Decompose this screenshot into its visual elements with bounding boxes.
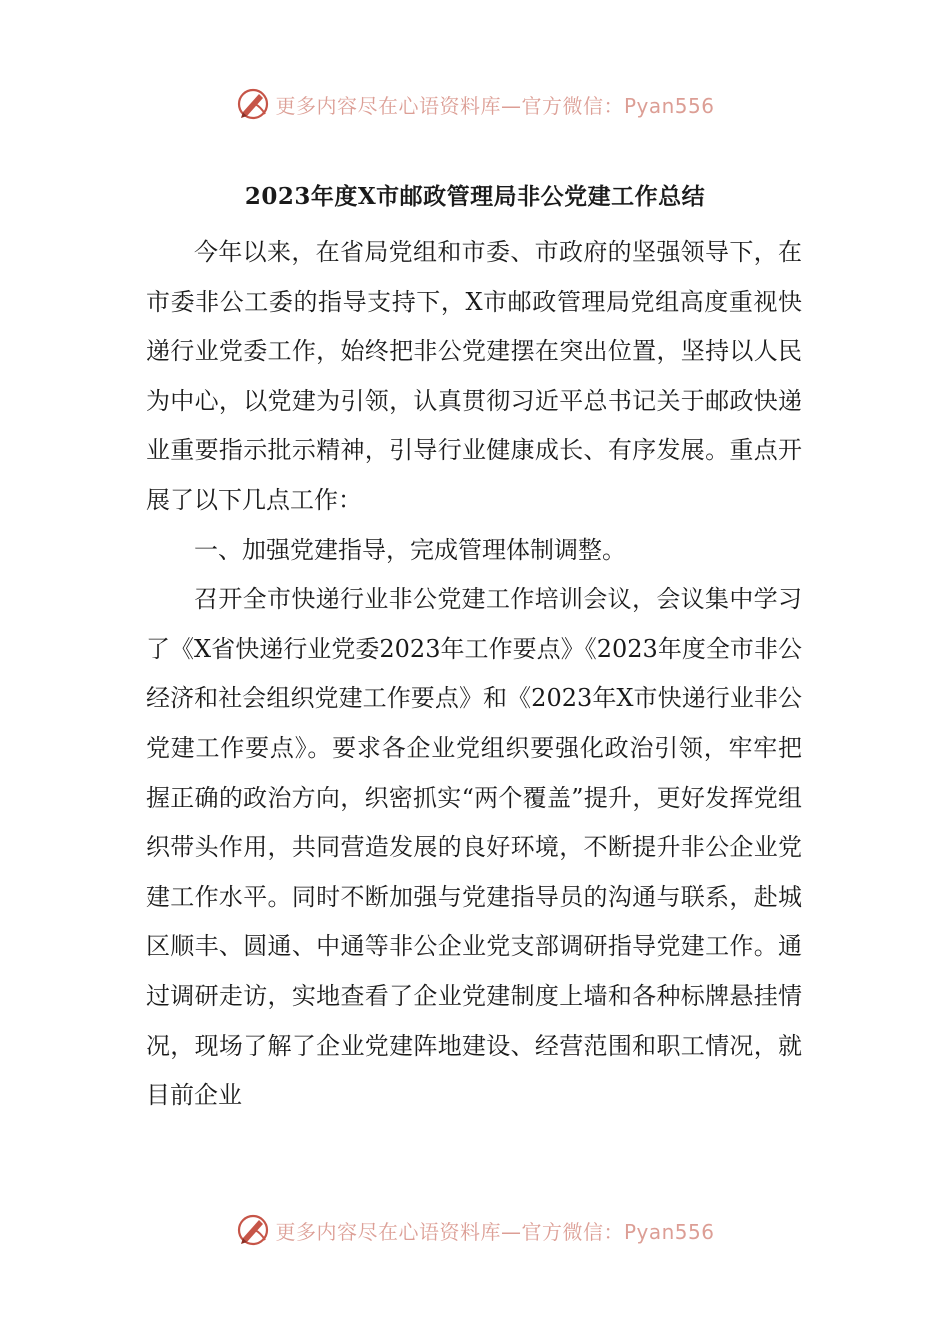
- document-title: 2023年度X市邮政管理局非公党建工作总结: [244, 183, 706, 210]
- pen-logo-icon: [235, 86, 271, 122]
- header-watermark-banner: [0, 82, 950, 126]
- pen-logo-icon: [235, 1212, 271, 1248]
- paragraph: 召开全市快递行业非公党建工作培训会议，会议集中学习了《X省快递行业党委2023年工作要点》《2023年度全市非公经济和社会组织党建工作要点》和《2023年X市快递行业非公党建工作要点》。要求各企业党组织要强化政治引领，牢牢把握正确的政治方向，织密抓实“两个覆盖”提升，更好发挥党组织带头作用，共同营造发展的良好环境，不断提升非公企业党建工作水平。同时不断加强与党建指导员的沟通与联系，赴城区顺丰、圆通、中通等非公企业党支部调研指导党建工作。通过调研走访，实地查看了企业党建制度上墙和各种标牌悬挂情况，现场了解了企业党建阵地建设、经营范围和职工情况，就目前企业: [146, 585, 802, 1110]
- watermark-text: 更多内容尽在心语资料库—官方微信：Pyan556: [275, 93, 715, 118]
- watermark-text: 更多内容尽在心语资料库—官方微信：Pyan556: [275, 1219, 715, 1244]
- footer-watermark-banner: [0, 1208, 950, 1252]
- document-body: [146, 228, 802, 1121]
- paragraph: 今年以来，在省局党组和市委、市政府的坚强领导下，在市委非公工委的指导支持下，X市邮政管理局党组高度重视快递行业党委工作，始终把非公党建摆在突出位置，坚持以人民为中心，以党建为引领，认真贯彻习近平总书记关于邮政快递业重要指示批示精神，引导行业健康成长、有序发展。重点开展了以下几点工作：: [146, 238, 802, 514]
- section-heading: 一、加强党建指导，完成管理体制调整。: [194, 535, 626, 564]
